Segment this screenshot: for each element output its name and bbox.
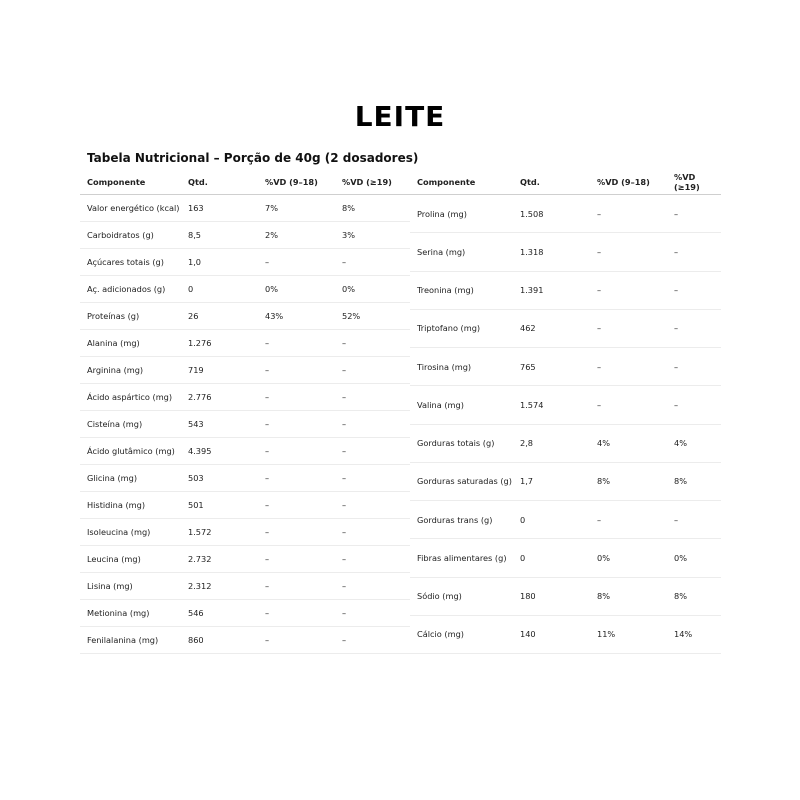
table-row	[80, 411, 410, 438]
qtd-cell: 501	[181, 492, 258, 519]
vd-19-cell: 0%	[667, 539, 721, 577]
componente-cell: Tirosina (mg)	[410, 348, 513, 386]
table-row	[80, 222, 410, 249]
table-row	[410, 424, 721, 462]
vd-19-cell: –	[335, 411, 410, 438]
vd-19-cell: –	[667, 386, 721, 424]
vd-9-18-cell: –	[258, 357, 335, 384]
vd-19-cell: 3%	[335, 222, 410, 249]
table-row	[80, 546, 410, 573]
header-vd-19: %VD (≥19)	[335, 170, 410, 195]
vd-19-cell: –	[667, 195, 721, 233]
header-qtd: Qtd.	[181, 170, 258, 195]
table-row	[410, 577, 721, 615]
componente-cell: Leucina (mg)	[80, 546, 181, 573]
componente-cell: Valina (mg)	[410, 386, 513, 424]
vd-9-18-cell: –	[258, 330, 335, 357]
vd-19-cell: 8%	[335, 195, 410, 222]
vd-19-cell: –	[667, 233, 721, 271]
table-row	[410, 348, 721, 386]
componente-cell: Histidina (mg)	[80, 492, 181, 519]
vd-9-18-cell: –	[258, 411, 335, 438]
componente-cell: Cisteína (mg)	[80, 411, 181, 438]
componente-cell: Açúcares totais (g)	[80, 249, 181, 276]
qtd-cell: 4.395	[181, 438, 258, 465]
vd-9-18-cell: 11%	[590, 615, 667, 653]
table-row	[80, 384, 410, 411]
qtd-cell: 1,0	[181, 249, 258, 276]
componente-cell: Arginina (mg)	[80, 357, 181, 384]
table-row	[80, 249, 410, 276]
header-componente: Componente	[80, 170, 181, 195]
vd-19-cell: 4%	[667, 424, 721, 462]
vd-9-18-cell: –	[258, 384, 335, 411]
qtd-cell: 860	[181, 627, 258, 654]
vd-9-18-cell: –	[590, 309, 667, 347]
vd-9-18-cell: –	[258, 546, 335, 573]
table-row	[80, 492, 410, 519]
qtd-cell: 180	[513, 577, 590, 615]
vd-19-cell: –	[335, 546, 410, 573]
vd-19-cell: –	[335, 438, 410, 465]
vd-9-18-cell: –	[258, 249, 335, 276]
qtd-cell: 8,5	[181, 222, 258, 249]
qtd-cell: 2,8	[513, 424, 590, 462]
vd-9-18-cell: –	[258, 627, 335, 654]
qtd-cell: 2.312	[181, 573, 258, 600]
qtd-cell: 1.572	[181, 519, 258, 546]
vd-19-cell: –	[335, 573, 410, 600]
vd-19-cell: 0%	[335, 276, 410, 303]
vd-9-18-cell: 43%	[258, 303, 335, 330]
vd-9-18-cell: –	[590, 348, 667, 386]
qtd-cell: 0	[513, 539, 590, 577]
table-row	[410, 386, 721, 424]
table-row	[410, 309, 721, 347]
table-row	[80, 465, 410, 492]
componente-cell: Cálcio (mg)	[410, 615, 513, 653]
qtd-cell: 2.732	[181, 546, 258, 573]
table-row	[410, 195, 721, 233]
componente-cell: Carboidratos (g)	[80, 222, 181, 249]
qtd-cell: 719	[181, 357, 258, 384]
vd-19-cell: –	[335, 600, 410, 627]
table-row	[80, 276, 410, 303]
componente-cell: Gorduras totais (g)	[410, 424, 513, 462]
table-row	[410, 501, 721, 539]
header-row	[80, 170, 410, 195]
table-row	[410, 233, 721, 271]
table-row	[410, 462, 721, 500]
header-vd-9-18: %VD (9–18)	[258, 170, 335, 195]
vd-19-cell: –	[335, 627, 410, 654]
qtd-cell: 765	[513, 348, 590, 386]
qtd-cell: 1.318	[513, 233, 590, 271]
table-row	[80, 195, 410, 222]
qtd-cell: 1,7	[513, 462, 590, 500]
componente-cell: Gorduras trans (g)	[410, 501, 513, 539]
componente-cell: Isoleucina (mg)	[80, 519, 181, 546]
vd-19-cell: –	[667, 348, 721, 386]
qtd-cell: 26	[181, 303, 258, 330]
componente-cell: Fibras alimentares (g)	[410, 539, 513, 577]
vd-19-cell: 8%	[667, 577, 721, 615]
qtd-cell: 543	[181, 411, 258, 438]
vd-9-18-cell: 0%	[258, 276, 335, 303]
table-caption: Tabela Nutricional – Porção de 40g (2 dosadores)	[87, 151, 419, 165]
componente-cell: Lisina (mg)	[80, 573, 181, 600]
componente-cell: Prolina (mg)	[410, 195, 513, 233]
qtd-cell: 2.776	[181, 384, 258, 411]
vd-9-18-cell: –	[590, 386, 667, 424]
vd-19-cell: –	[335, 249, 410, 276]
componente-cell: Ácido aspártico (mg)	[80, 384, 181, 411]
qtd-cell: 0	[181, 276, 258, 303]
vd-19-cell: –	[335, 384, 410, 411]
vd-19-cell: –	[335, 465, 410, 492]
nutrition-tables	[80, 170, 721, 654]
componente-cell: Fenilalanina (mg)	[80, 627, 181, 654]
table-row	[80, 330, 410, 357]
componente-cell: Alanina (mg)	[80, 330, 181, 357]
vd-9-18-cell: 2%	[258, 222, 335, 249]
table-row	[410, 271, 721, 309]
table-row	[80, 627, 410, 654]
componente-cell: Proteínas (g)	[80, 303, 181, 330]
componente-cell: Aç. adicionados (g)	[80, 276, 181, 303]
vd-9-18-cell: –	[590, 501, 667, 539]
qtd-cell: 462	[513, 309, 590, 347]
vd-19-cell: –	[667, 501, 721, 539]
componente-cell: Sódio (mg)	[410, 577, 513, 615]
componente-cell: Metionina (mg)	[80, 600, 181, 627]
vd-9-18-cell: 0%	[590, 539, 667, 577]
header-vd-9-18: %VD (9–18)	[590, 170, 667, 195]
vd-9-18-cell: –	[590, 195, 667, 233]
vd-9-18-cell: 8%	[590, 577, 667, 615]
componente-cell: Glicina (mg)	[80, 465, 181, 492]
qtd-cell: 546	[181, 600, 258, 627]
vd-9-18-cell: –	[258, 573, 335, 600]
table-row	[410, 615, 721, 653]
componente-cell: Serina (mg)	[410, 233, 513, 271]
qtd-cell: 0	[513, 501, 590, 539]
vd-19-cell: –	[335, 519, 410, 546]
vd-19-cell: –	[667, 309, 721, 347]
componente-cell: Treonina (mg)	[410, 271, 513, 309]
componente-cell: Gorduras saturadas (g)	[410, 462, 513, 500]
table-row	[80, 303, 410, 330]
qtd-cell: 1.508	[513, 195, 590, 233]
nutrition-table-right	[410, 170, 721, 654]
vd-19-cell: –	[335, 492, 410, 519]
vd-9-18-cell: 4%	[590, 424, 667, 462]
vd-19-cell: –	[335, 357, 410, 384]
vd-19-cell: 8%	[667, 462, 721, 500]
vd-9-18-cell: –	[258, 465, 335, 492]
table-row	[80, 438, 410, 465]
qtd-cell: 1.391	[513, 271, 590, 309]
vd-9-18-cell: –	[258, 438, 335, 465]
qtd-cell: 163	[181, 195, 258, 222]
nutrition-table-left	[80, 170, 410, 654]
table-row	[410, 539, 721, 577]
vd-9-18-cell: –	[258, 600, 335, 627]
vd-19-cell: –	[667, 271, 721, 309]
qtd-cell: 1.276	[181, 330, 258, 357]
componente-cell: Ácido glutâmico (mg)	[80, 438, 181, 465]
table-row	[80, 600, 410, 627]
componente-cell: Triptofano (mg)	[410, 309, 513, 347]
vd-9-18-cell: –	[258, 492, 335, 519]
vd-9-18-cell: –	[590, 271, 667, 309]
vd-19-cell: 52%	[335, 303, 410, 330]
qtd-cell: 503	[181, 465, 258, 492]
table-row	[80, 357, 410, 384]
vd-9-18-cell: 7%	[258, 195, 335, 222]
header-componente: Componente	[410, 170, 513, 195]
vd-9-18-cell: –	[590, 233, 667, 271]
table-row	[80, 573, 410, 600]
page-title: LEITE	[354, 100, 446, 133]
table-row	[80, 519, 410, 546]
header-qtd: Qtd.	[513, 170, 590, 195]
componente-cell: Valor energético (kcal)	[80, 195, 181, 222]
header-row	[410, 170, 721, 195]
vd-19-cell: –	[335, 330, 410, 357]
header-vd-19: %VD (≥19)	[667, 170, 721, 195]
vd-9-18-cell: –	[258, 519, 335, 546]
vd-19-cell: 14%	[667, 615, 721, 653]
vd-9-18-cell: 8%	[590, 462, 667, 500]
qtd-cell: 140	[513, 615, 590, 653]
qtd-cell: 1.574	[513, 386, 590, 424]
